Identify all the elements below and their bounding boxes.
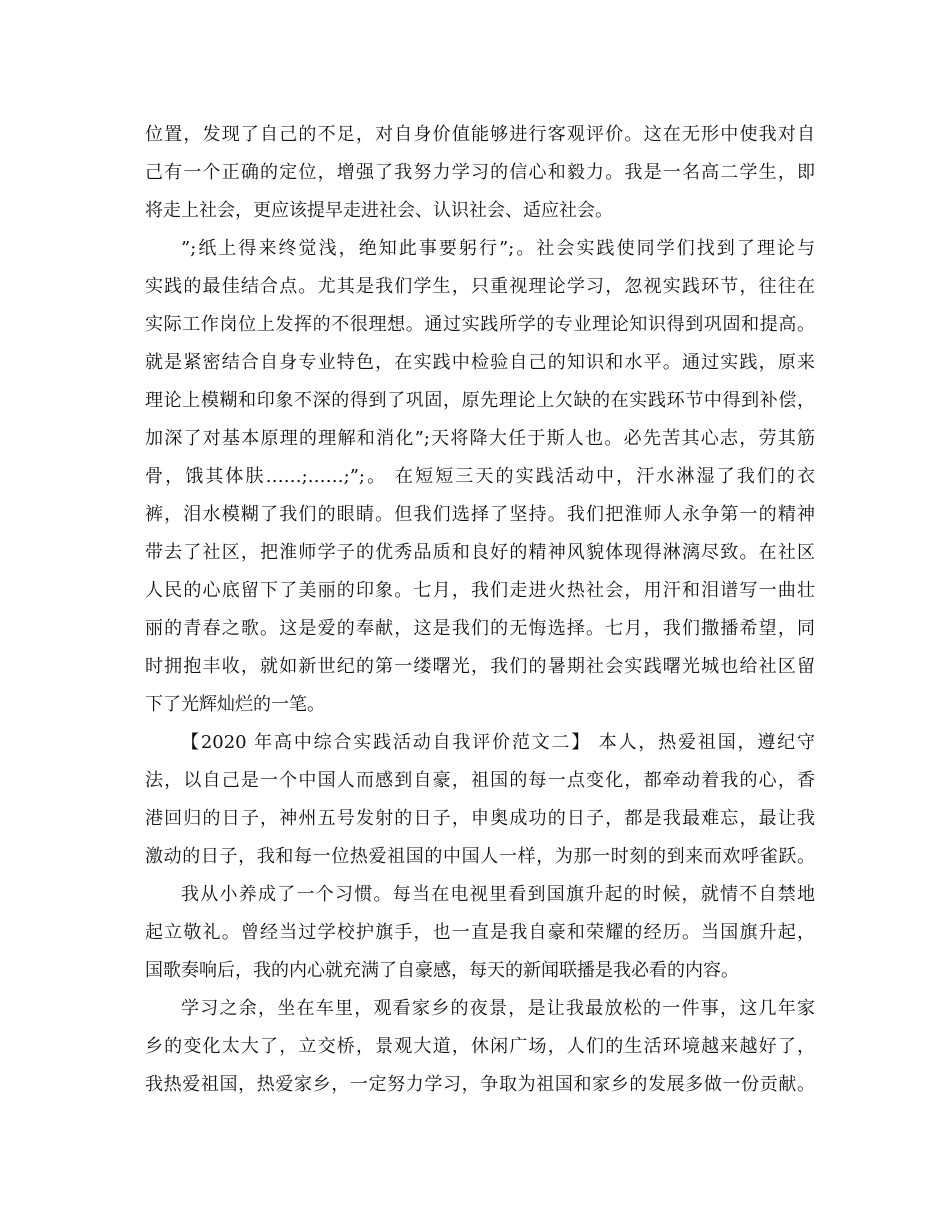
paragraph-4 xyxy=(145,876,815,990)
text-line: 下了光辉灿烂的一笔。 xyxy=(145,694,325,715)
text-line: 起立敬礼。曾经当过学校护旗手，也一直是我自豪和荣耀的经历。当国旗升起， xyxy=(145,922,815,943)
text-line: 裤，泪水模糊了我们的眼睛。但我们选择了坚持。我们把淮师人永争第一的精神 xyxy=(145,504,815,525)
text-line: 时拥抱丰收，就如新世纪的第一缕曙光，我们的暑期社会实践曙光城也给社区留 xyxy=(145,656,815,677)
text-line: 实际工作岗位上发挥的不很理想。通过实践所学的专业理论知识得到巩固和提高。 xyxy=(145,314,815,335)
text-line: 我热爱祖国，热爱家乡，一定努力学习，争取为祖国和家乡的发展多做一份贡献。 xyxy=(145,1074,815,1095)
text-line: 带去了社区，把淮师学子的优秀品质和良好的精神风貌体现得淋漓尽致。在社区 xyxy=(145,542,815,563)
section-heading-line: 【2020 年高中综合实践活动自我评价范文二】 本人，热爱祖国，遵纪守 xyxy=(181,732,815,753)
paragraph-1 xyxy=(145,116,815,230)
text-line: 激动的日子，我和每一位热爱祖国的中国人一样，为那一时刻的到来而欢呼雀跃。 xyxy=(145,846,815,867)
paragraph-3 xyxy=(145,724,815,876)
text-line: ”;纸上得来终觉浅，绝知此事要躬行”;。社会实践使同学们找到了理论与 xyxy=(181,238,815,259)
text-line: 国歌奏响后，我的内心就充满了自豪感，每天的新闻联播是我必看的内容。 xyxy=(145,960,739,981)
text-line: 人民的心底留下了美丽的印象。七月，我们走进火热社会，用汗和泪谱写一曲壮 xyxy=(145,580,815,601)
text-line: 学习之余，坐在车里，观看家乡的夜景，是让我最放松的一件事，这几年家 xyxy=(181,998,815,1019)
text-line: 位置，发现了自己的不足，对自身价值能够进行客观评价。这在无形中使我对自 xyxy=(145,124,815,145)
text-line: 理论上模糊和印象不深的得到了巩固，原先理论上欠缺的在实践环节中得到补偿， xyxy=(145,390,815,411)
text-line: 法，以自己是一个中国人而感到自豪，祖国的每一点变化，都牵动着我的心，香 xyxy=(145,770,815,791)
text-line: 港回归的日子，神州五号发射的日子，申奥成功的日子，都是我最难忘，最让我 xyxy=(145,808,815,829)
paragraph-5 xyxy=(145,990,815,1104)
text-line: 加深了对基本原理的理解和消化”;天将降大任于斯人也。必先苦其心志，劳其筋 xyxy=(145,428,815,449)
text-line: 乡的变化太大了，立交桥，景观大道，休闲广场，人们的生活环境越来越好了， xyxy=(145,1036,815,1057)
text-line: 己有一个正确的定位，增强了我努力学习的信心和毅力。我是一名高二学生，即 xyxy=(145,162,815,183)
document-body xyxy=(145,116,815,1104)
paragraph-2 xyxy=(145,230,815,724)
text-line: 将走上社会，更应该提早走进社会、认识社会、适应社会。 xyxy=(145,200,613,221)
text-line: 就是紧密结合自身专业特色，在实践中检验自己的知识和水平。通过实践，原来 xyxy=(145,352,815,373)
text-line: 实践的最佳结合点。尤其是我们学生，只重视理论学习，忽视实践环节，往往在 xyxy=(145,276,815,297)
text-line: 骨，饿其体肤……;……;”;。 在短短三天的实践活动中，汗水淋湿了我们的衣 xyxy=(145,466,815,487)
text-line: 丽的青春之歌。这是爱的奉献，这是我们的无悔选择。七月，我们撒播希望，同 xyxy=(145,618,815,639)
text-line: 我从小养成了一个习惯。每当在电视里看到国旗升起的时候，就情不自禁地 xyxy=(181,884,815,905)
